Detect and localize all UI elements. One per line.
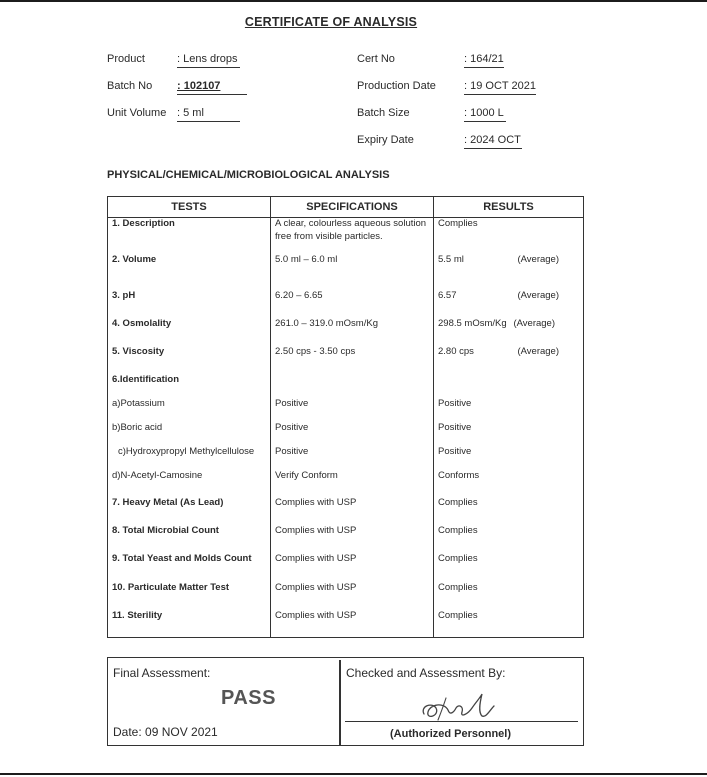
result-qualifier: (Average) bbox=[517, 345, 559, 357]
test-cell: b)Boric acid bbox=[108, 422, 271, 446]
batch-value: : 102107 bbox=[177, 80, 247, 95]
cert-value: : 164/21 bbox=[464, 53, 504, 68]
pass-stamp: PASS bbox=[221, 687, 276, 709]
signature-line bbox=[345, 721, 578, 722]
assessment-date: Date: 09 NOV 2021 bbox=[113, 725, 218, 739]
bottom-edge-line bbox=[0, 773, 707, 775]
table-row bbox=[108, 497, 584, 525]
table-row bbox=[108, 254, 584, 290]
table-row bbox=[108, 374, 584, 398]
spec-cell: Complies with USP bbox=[271, 497, 434, 525]
result-cell: Positive bbox=[434, 446, 584, 470]
result-cell: Complies bbox=[434, 218, 584, 254]
table-row bbox=[108, 470, 584, 497]
header-results: RESULTS bbox=[434, 197, 584, 218]
result-qualifier: (Average) bbox=[517, 289, 559, 301]
assessment-divider bbox=[339, 660, 341, 745]
result-cell: Complies bbox=[434, 553, 584, 582]
spec-cell: Complies with USP bbox=[271, 610, 434, 638]
spec-cell: Complies with USP bbox=[271, 553, 434, 582]
table-row bbox=[108, 446, 584, 470]
result-cell: Complies bbox=[434, 610, 584, 638]
test-cell: 10. Particulate Matter Test bbox=[108, 582, 271, 610]
checked-by-label: Checked and Assessment By: bbox=[346, 666, 506, 680]
cert-label: Cert No bbox=[357, 53, 395, 65]
header-specifications: SPECIFICATIONS bbox=[271, 197, 434, 218]
spec-cell bbox=[271, 374, 434, 398]
test-cell: 5. Viscosity bbox=[108, 346, 271, 374]
section-title: PHYSICAL/CHEMICAL/MICROBIOLOGICAL ANALYSIS bbox=[107, 169, 390, 181]
result-cell bbox=[434, 318, 584, 346]
result-cell: Conforms bbox=[434, 470, 584, 497]
test-cell: 11. Sterility bbox=[108, 610, 271, 638]
spec-cell: 261.0 – 319.0 mOsm/Kg bbox=[271, 318, 434, 346]
authorized-personnel-label: (Authorized Personnel) bbox=[390, 728, 512, 740]
batch-label: Batch No bbox=[107, 80, 153, 92]
production-date-label: Production Date bbox=[357, 80, 436, 92]
test-cell: 1. Description bbox=[108, 218, 271, 254]
test-cell: a)Potassium bbox=[108, 398, 271, 422]
result-value: 298.5 mOsm/Kg bbox=[438, 317, 507, 329]
spec-cell: Positive bbox=[271, 446, 434, 470]
volume-label: Unit Volume bbox=[107, 107, 167, 119]
test-cell: 8. Total Microbial Count bbox=[108, 525, 271, 553]
result-cell bbox=[434, 374, 584, 398]
spec-cell: A clear, colourless aqueous solution free from visible particles. bbox=[271, 218, 434, 254]
result-cell: Complies bbox=[434, 525, 584, 553]
result-value: 2.80 cps bbox=[438, 345, 474, 357]
result-cell: Positive bbox=[434, 398, 584, 422]
spec-cell: Positive bbox=[271, 422, 434, 446]
spec-cell: Complies with USP bbox=[271, 525, 434, 553]
expiry-label: Expiry Date bbox=[357, 134, 414, 146]
table-row bbox=[108, 525, 584, 553]
result-qualifier: (Average) bbox=[517, 253, 559, 265]
top-edge-line bbox=[0, 0, 707, 2]
table-row bbox=[108, 610, 584, 638]
table-row bbox=[108, 398, 584, 422]
table-row bbox=[108, 422, 584, 446]
result-cell: Complies bbox=[434, 497, 584, 525]
table-row bbox=[108, 553, 584, 582]
spec-cell: 2.50 cps - 3.50 cps bbox=[271, 346, 434, 374]
result-cell bbox=[434, 346, 584, 374]
result-cell: Positive bbox=[434, 422, 584, 446]
spec-cell: Positive bbox=[271, 398, 434, 422]
test-cell: 3. pH bbox=[108, 290, 271, 318]
result-cell bbox=[434, 290, 584, 318]
test-cell: 7. Heavy Metal (As Lead) bbox=[108, 497, 271, 525]
spec-cell: Verify Conform bbox=[271, 470, 434, 497]
volume-value: : 5 ml bbox=[177, 107, 240, 122]
result-value: 5.5 ml bbox=[438, 253, 464, 265]
product-value: : Lens drops bbox=[177, 53, 240, 68]
production-date-value: : 19 OCT 2021 bbox=[464, 80, 536, 95]
table-row bbox=[108, 218, 584, 254]
spec-cell: 5.0 ml – 6.0 ml bbox=[271, 254, 434, 290]
result-qualifier: (Average) bbox=[513, 317, 555, 329]
spec-cell: 6.20 – 6.65 bbox=[271, 290, 434, 318]
expiry-value: : 2024 OCT bbox=[464, 134, 522, 149]
final-assessment-label: Final Assessment: bbox=[113, 666, 211, 680]
test-cell: 6.Identification bbox=[108, 374, 271, 398]
spec-cell: Complies with USP bbox=[271, 582, 434, 610]
result-cell bbox=[434, 254, 584, 290]
table-row bbox=[108, 318, 584, 346]
table-row bbox=[108, 290, 584, 318]
table-row bbox=[108, 582, 584, 610]
analysis-table bbox=[107, 196, 584, 638]
test-cell: 4. Osmolality bbox=[108, 318, 271, 346]
test-cell: 2. Volume bbox=[108, 254, 271, 290]
test-cell: 9. Total Yeast and Molds Count bbox=[108, 553, 271, 582]
result-cell: Complies bbox=[434, 582, 584, 610]
test-cell: d)N-Acetyl-Camosine bbox=[108, 470, 271, 497]
document-title: CERTIFICATE OF ANALYSIS bbox=[244, 15, 418, 29]
header-tests: TESTS bbox=[108, 197, 271, 218]
product-label: Product bbox=[107, 53, 145, 65]
batch-size-label: Batch Size bbox=[357, 107, 410, 119]
table-row bbox=[108, 346, 584, 374]
result-value: 6.57 bbox=[438, 289, 457, 301]
batch-size-value: : 1000 L bbox=[464, 107, 506, 122]
table-header-row bbox=[108, 197, 584, 218]
test-cell: c)Hydroxypropyl Methylcellulose bbox=[108, 446, 271, 470]
